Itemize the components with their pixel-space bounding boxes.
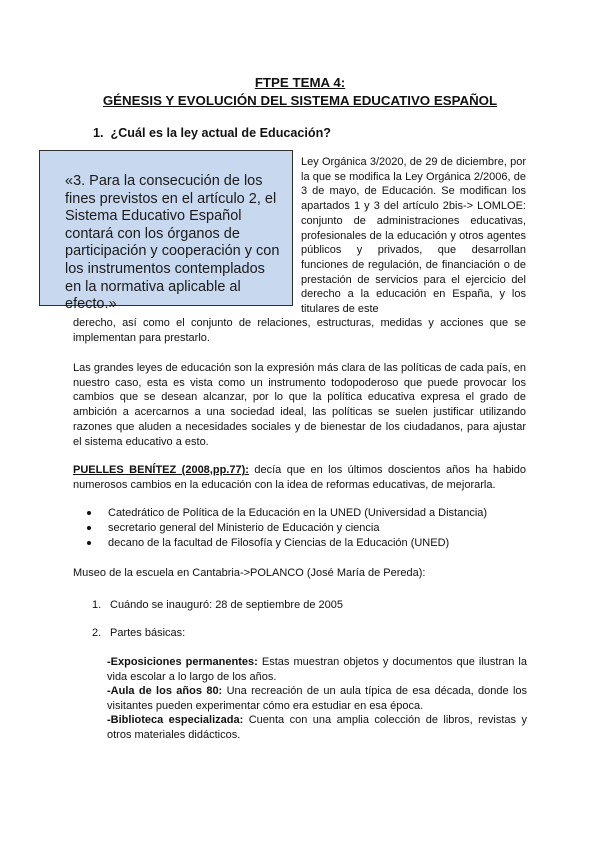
part-text: Estas muestran objetos y documentos que ilustran la vida escolar a lo largo de los años. <box>107 656 527 683</box>
part-label: -Aula de los años 80: <box>107 685 223 697</box>
list-item-text: secretario general del Ministerio de Educación y ciencia <box>108 522 380 534</box>
paragraph-laws: Las grandes leyes de educación son la expresión más clara de las políticas de cada país, en nuestro caso, esta es vista como un instrumento todopoderoso que puede provocar los cambios que se desean alcanzar, por lo que la política educativa expresa el grado de ambición a acercarnos a una sociedad ideal, las políticas se suelen justificar utilizando razones que aluden a necesidades sociales y de bienestar de los ciudadanos, para ajustar el sistema educativo a esto. <box>73 362 526 448</box>
document-title: FTPE TEMA 4: <box>254 75 346 90</box>
numbered-item-text: Cuándo se inauguró: 28 de septiembre de 2005 <box>110 599 344 611</box>
numbered-item-number: 2. <box>92 627 102 639</box>
numbered-item <box>92 626 185 641</box>
part-item <box>107 713 527 742</box>
bullet-list <box>82 506 532 551</box>
paragraph-puelles <box>73 463 526 492</box>
quote-box: «3. Para la consecución de los fines previstos en el artículo 2, el Sistema Educativo Español contará con los órganos de participación y cooperación y con los instrumentos contemplados en la normativa aplicable al efecto.» <box>39 150 293 306</box>
list-item <box>82 536 532 551</box>
section-heading <box>93 126 331 140</box>
part-item <box>107 684 527 713</box>
numbered-item-number: 1. <box>92 599 102 611</box>
list-item-text: decano de la facultad de Filosofía y Ciencias de la Educación (UNED) <box>108 537 450 549</box>
law-paragraph-text: Ley Orgánica 3/2020, de 29 de diciembre, por la que se modifica la Ley Orgánica 2/2006, de 3 de mayo, de Educación. Se modifican los apartados 1 y 3 del artículo 2bis-> LOMLOE: conjunto de administraciones educativas, profesionales de la educación y otros agentes públicos y privados, que desarrollan funciones de regulación, de financiación o de prestación de servicios para el ejercicio del derecho a la educación en España, y los titulares de este <box>301 156 526 316</box>
law-paragraph <box>301 155 526 317</box>
part-label: -Biblioteca especializada: <box>107 714 244 726</box>
list-item <box>82 521 532 536</box>
bullet-icon <box>87 511 91 515</box>
section-question: ¿Cuál es la ley actual de Educación? <box>110 126 331 140</box>
part-text: Una recreación de un aula típica de esa década, donde los visitantes pueden experimentar cómo era estudiar en esa época. <box>107 685 528 712</box>
part-text: Cuenta con una amplia colección de libros, revistas y otros materiales didácticos. <box>107 714 527 741</box>
museo-line: Museo de la escuela en Cantabria->POLANCO (José María de Pereda): <box>73 567 426 579</box>
numbered-item <box>92 598 343 613</box>
bullet-icon <box>87 541 91 545</box>
section-number: 1. <box>93 126 104 140</box>
law-paragraph-continuation: derecho, así como el conjunto de relaciones, estructuras, medidas y acciones que se implementan para prestarlo. <box>73 317 526 344</box>
document-subtitle: GÉNESIS Y EVOLUCIÓN DEL SISTEMA EDUCATIVO ESPAÑOL <box>102 93 498 108</box>
numbered-item-text: Partes básicas: <box>110 627 186 639</box>
paragraph-puelles-text: decía que en los últimos doscientos años ha habido numerosos cambios en la educación con la idea de reformas educativas, de mejorarla. <box>73 464 526 491</box>
list-item <box>82 506 532 521</box>
part-label: -Exposiciones permanentes: <box>107 656 258 668</box>
bullet-icon <box>87 526 91 530</box>
author-citation: PUELLES BENÍTEZ (2008,pp.77): <box>73 464 249 476</box>
list-item-text: Catedrático de Política de la Educación en la UNED (Universidad a Distancia) <box>108 507 488 519</box>
part-item <box>107 655 527 684</box>
